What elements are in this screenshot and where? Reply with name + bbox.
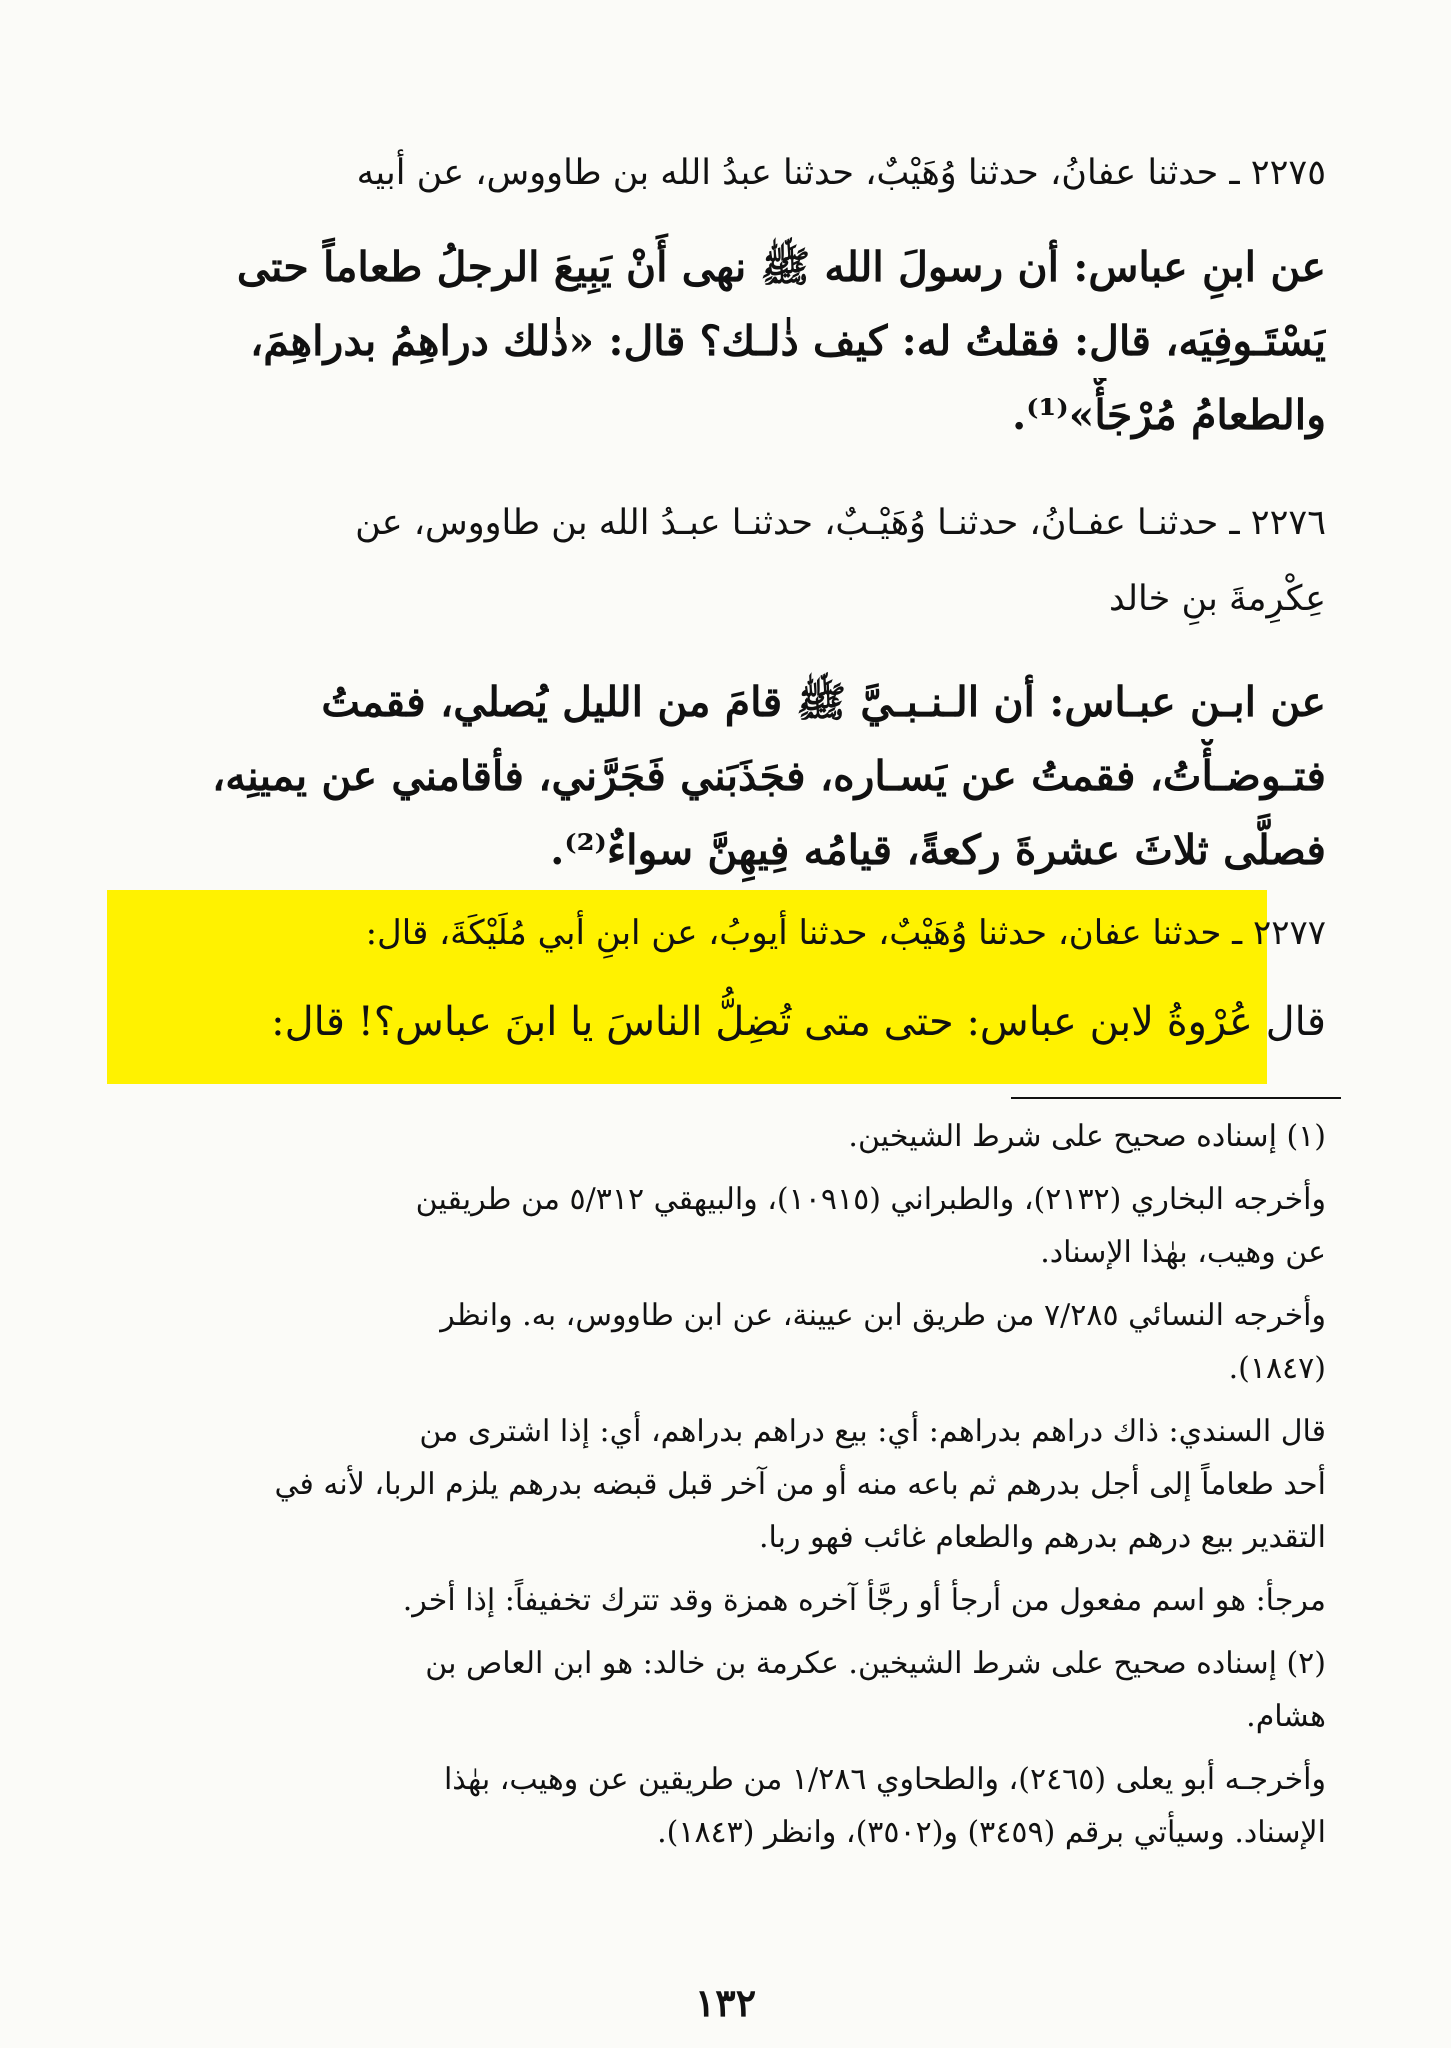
footnote-line: التقدير بيع درهم بدرهم والطعام غائب فهو ربا. xyxy=(758,1520,1326,1555)
hadith-2276-text xyxy=(201,665,1326,887)
matn-line: فصلَّى ثلاثَ عشرةَ ركعةً، قيامُه فِيهِنَّ سواءٌ⁽²⁾. xyxy=(550,826,1326,874)
footnote-line: هشام. xyxy=(1246,1699,1326,1734)
footnote-divider xyxy=(1011,1097,1341,1099)
footnote-line: وأخرجه البخاري (٢١٣٢)، والطبراني (١٠٩١٥)، والبيهقي ٥/٣١٢ من طريقين xyxy=(415,1182,1326,1217)
page-number: ١٣٢ xyxy=(694,1980,757,2025)
footnote-paragraph xyxy=(176,1574,1326,1627)
matn-line: يَسْتَـوفِيَه، قال: فقلتُ له: كيف ذٰلـك؟ قال: «ذٰلك دراهِمُ بدراهِمَ، xyxy=(250,317,1326,365)
footnote-line: وأخرجه النسائي ٧/٢٨٥ من طريق ابن عيينة، عن ابن طاووس، به. وانظر xyxy=(440,1298,1326,1333)
footnote-line: الإسناد. وسيأتي برقم (٣٤٥٩) و(٣٥٠٢)، وانظر (١٨٤٣). xyxy=(657,1815,1326,1850)
footnote-paragraph xyxy=(176,1173,1326,1279)
footnote-line: (٢) إسناده صحيح على شرط الشيخين. عكرمة بن خالد: هو ابن العاص بن xyxy=(425,1646,1326,1681)
footnote-line: (١) إسناده صحيح على شرط الشيخين. xyxy=(848,1119,1326,1154)
footnote-line: عن وهيب، بهٰذا الإسناد. xyxy=(1040,1235,1326,1270)
footnote-paragraph xyxy=(176,1110,1326,1163)
footnote-paragraph xyxy=(176,1753,1326,1859)
footnote-paragraph xyxy=(176,1405,1326,1564)
matn-line: فتـوضـأْتُ، فقمتُ عن يَسـاره، فجَذَبَني فَجَرَّني، فأقامني عن يمينِه، xyxy=(212,752,1326,800)
hadith-2276-isnad xyxy=(201,485,1326,637)
footnote-line: قال السندي: ذاك دراهم بدراهم: أي: بيع دراهم بدراهم، أي: إذا اشترى من xyxy=(419,1414,1326,1449)
isnad-line: ٢٢٧٧ ـ حدثنا عفان، حدثنا وُهَيْبٌ، حدثنا أيوبُ، عن ابنِ أبي مُلَيْكَةَ، قال: xyxy=(365,913,1326,953)
hadith-2277-text xyxy=(201,985,1326,1059)
isnad-line: ٢٢٧٥ ـ حدثنا عفانُ، حدثنا وُهَيْبٌ، حدثنا عبدُ الله بن طاووس، عن أبيه xyxy=(356,153,1326,193)
footnote-line: وأخرجـه أبو يعلى (٢٤٦٥)، والطحاوي ١/٢٨٦ من طريقين عن وهيب، بهٰذا xyxy=(443,1762,1326,1797)
matn-line: والطعامُ مُرْجَأٌ»⁽¹⁾. xyxy=(1012,391,1326,439)
matn-line: عن ابـن عبـاس: أن الـنـبـيَّ ﷺ قامَ من الليل يُصلي، فقمتُ xyxy=(321,678,1326,726)
footnote-paragraph xyxy=(176,1289,1326,1395)
matn-line: عن ابنِ عباس: أن رسولَ الله ﷺ نهى أَنْ يَبِيعَ الرجلُ طعاماً حتى xyxy=(236,243,1326,291)
hadith-2277-isnad xyxy=(201,905,1326,961)
footnote-paragraph xyxy=(176,1637,1326,1743)
matn-line: قال عُرْوةُ لابن عباس: حتى متى تُضِلُّ الناسَ يا ابنَ عباس؟! قال: xyxy=(271,999,1326,1045)
isnad-line: ٢٢٧٦ ـ حدثنـا عفـانُ، حدثنـا وُهَيْـبٌ، حدثنـا عبـدُ الله بن طاووس، عن xyxy=(355,503,1326,543)
hadith-2275-text xyxy=(201,230,1326,452)
footnote-line: مرجأ: هو اسم مفعول من أرجأ أو رجَّأ آخره همزة وقد تترك تخفيفاً: إذا أخر. xyxy=(402,1583,1326,1618)
isnad-line: عِكْرِمةَ بنِ خالد xyxy=(1108,579,1326,619)
footnotes xyxy=(176,1110,1326,1869)
footnote-line: (١٨٤٧). xyxy=(1228,1351,1326,1386)
footnote-line: أحد طعاماً إلى أجل بدرهم ثم باعه منه أو من آخر قبل قبضه بدرهم يلزم الربا، لأنه في xyxy=(274,1467,1326,1502)
hadith-2275-isnad xyxy=(201,145,1326,201)
